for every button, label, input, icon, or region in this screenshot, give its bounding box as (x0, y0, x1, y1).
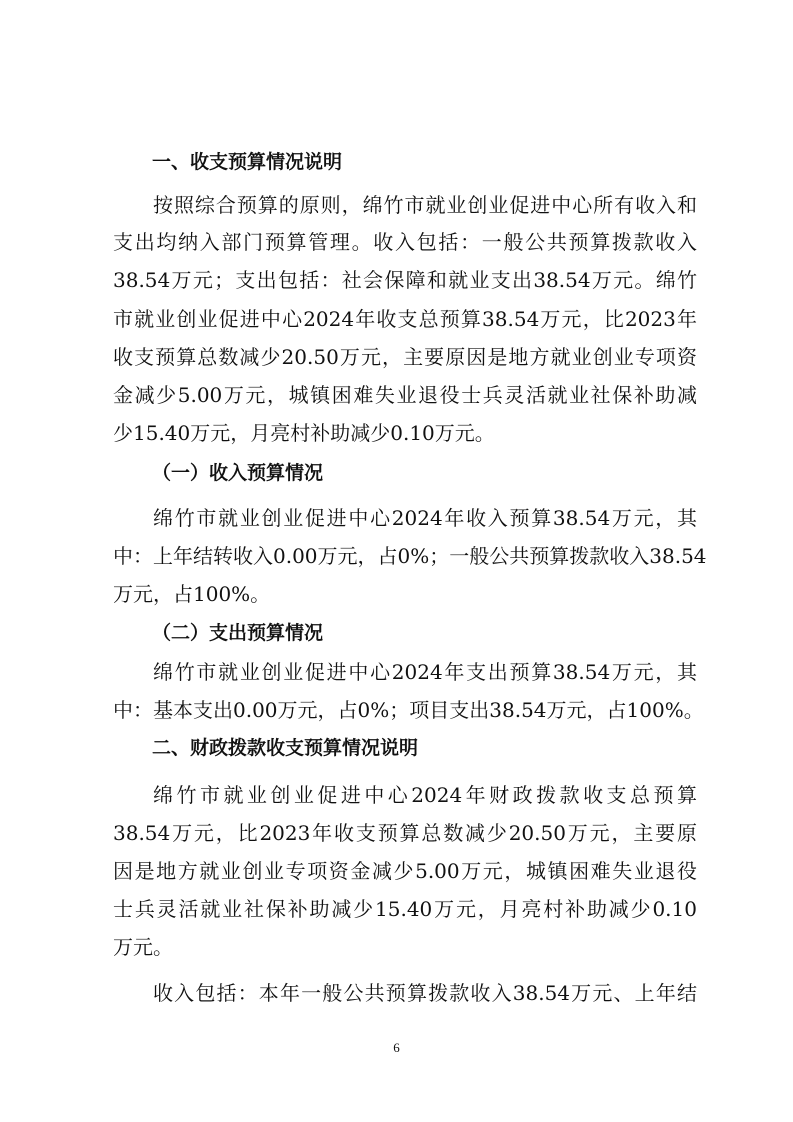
paragraph-line: 少15.40万元，月亮村补助减少0.10万元。 (113, 421, 495, 445)
paragraph-line: 绵竹市就业创业促进中心2024年支出预算38.54万元，其 (153, 660, 697, 684)
paragraph-line: 绵竹市就业创业促进中心2024年财政拨款收支总预算 (153, 783, 697, 807)
page-number: 6 (393, 1040, 400, 1055)
paragraph-line: 市就业创业促进中心2024年收支总预算38.54万元，比2023年 (113, 307, 697, 331)
paragraph-line: 绵竹市就业创业促进中心2024年收入预算38.54万元，其 (153, 506, 697, 530)
paragraph-line: 因是地方就业创业专项资金减少5.00万元，城镇困难失业退役 (113, 859, 697, 883)
section-heading-fiscal-allocation: 二、财政拨款收支预算情况说明 (152, 737, 419, 759)
paragraph-line: 万元，占100%。 (113, 582, 271, 606)
paragraph-line: 38.54万元，比2023年收支预算总数减少20.50万元，主要原 (113, 821, 697, 845)
section-heading-budget-overview: 一、收支预算情况说明 (152, 151, 343, 173)
paragraph-line: 支出均纳入部门预算管理。收入包括：一般公共预算拨款收入 (113, 230, 697, 254)
paragraph-line: 收入包括：本年一般公共预算拨款收入38.54万元、上年结 (153, 981, 697, 1005)
subsection-heading-income: （一）收入预算情况 (152, 462, 324, 484)
paragraph-line: 中：上年结转收入0.00万元，占0%；一般公共预算拨款收入38.54 (113, 544, 707, 568)
paragraph-line: 38.54万元；支出包括：社会保障和就业支出38.54万元。绵竹 (113, 268, 697, 292)
paragraph-line: 金减少5.00万元，城镇困难失业退役士兵灵活就业社保补助减 (113, 383, 697, 407)
paragraph-line: 按照综合预算的原则，绵竹市就业创业促进中心所有收入和 (153, 193, 697, 217)
paragraph-line: 中：基本支出0.00万元，占0%；项目支出38.54万元，占100%。 (113, 698, 704, 722)
paragraph-line: 万元。 (113, 935, 173, 959)
subsection-heading-expenditure: （二）支出预算情况 (152, 622, 324, 644)
paragraph-line: 士兵灵活就业社保补助减少15.40万元，月亮村补助减少0.10 (113, 897, 697, 921)
paragraph-line: 收支预算总数减少20.50万元，主要原因是地方就业创业专项资 (113, 345, 697, 369)
